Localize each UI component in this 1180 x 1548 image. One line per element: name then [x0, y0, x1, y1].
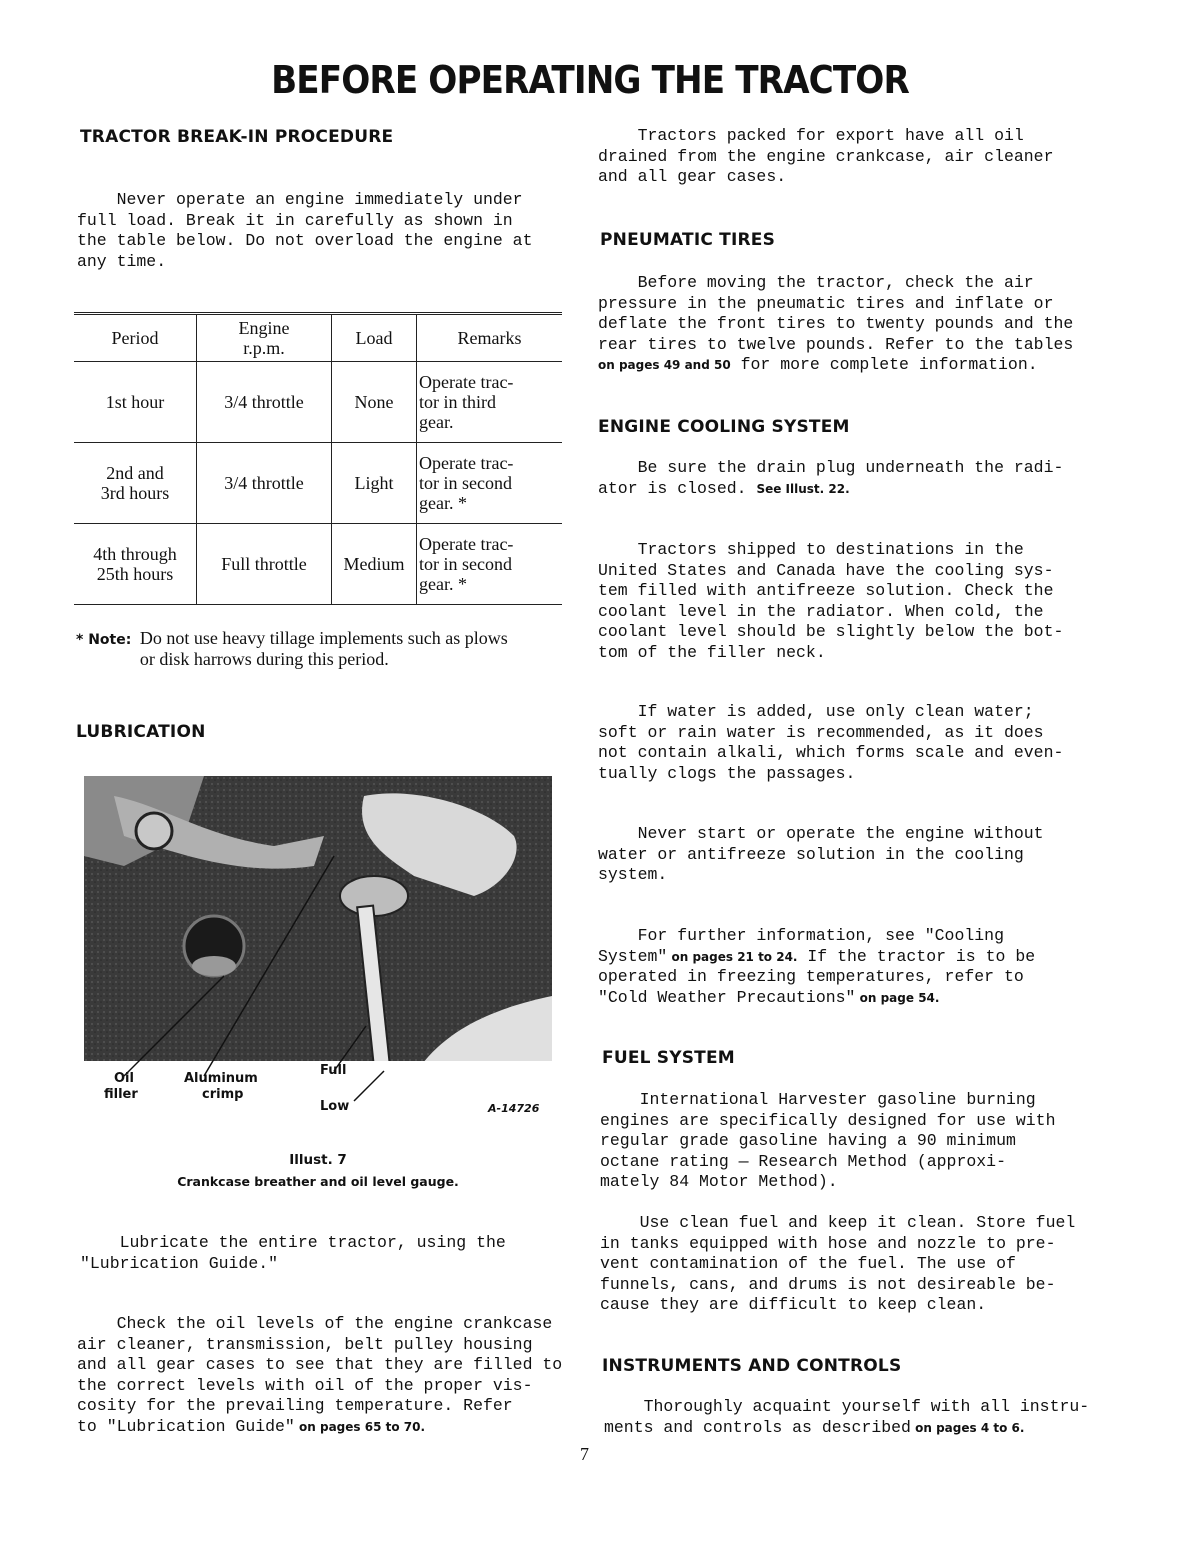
- table-row: [74, 443, 562, 524]
- lubrication-para-1: Lubricate the entire tractor, using the "Lubrication Guide.": [80, 1233, 506, 1273]
- lubrication-heading: LUBRICATION: [76, 722, 206, 742]
- table-cell: Operate trac- tor in second gear. *: [417, 524, 563, 605]
- table-cell: Medium: [332, 524, 417, 605]
- label-aluminum: Aluminum: [184, 1071, 258, 1086]
- filler-rim: [192, 956, 236, 976]
- fitting-circle: [136, 813, 172, 849]
- fuel-para-2: Use clean fuel and keep it clean. Store fuel in tanks equipped with hose and nozzle to pre- vent contamination of the fuel. The use of funnels, cans, and drums is not desireable be- cause they are difficult to keep clean.: [600, 1213, 1076, 1314]
- note-mark: * Note:: [76, 632, 132, 648]
- table-cell: None: [332, 362, 417, 443]
- cooling-para-2: Tractors shipped to destinations in the United States and Canada have the cooling sys- tem filled with antifreeze solution. Check the coolant level in the radiator. When cold, the coolant level should be slightly below the bot- tom of the filler neck.: [598, 540, 1064, 662]
- table-cell: Operate trac- tor in second gear. *: [417, 443, 563, 524]
- page-number: 7: [580, 1444, 589, 1464]
- illust-caption: Crankcase breather and oil level gauge.: [177, 1174, 459, 1189]
- cooling-heading: ENGINE COOLING SYSTEM: [598, 417, 850, 437]
- table-cell: 2nd and 3rd hours: [74, 443, 197, 524]
- label-low: Low: [320, 1099, 350, 1114]
- label-filler: filler: [104, 1087, 138, 1102]
- cooling-para-4: Never start or operate the engine without water or antifreeze solution in the cooling system.: [598, 824, 1044, 884]
- cooling-para-5: For further information, see "Cooling System" on pages 21 to 24. If the tractor is to be operated in freezing temperatures, refer to "Cold Weather Precautions" on page 54.: [598, 926, 1036, 1007]
- column-header: Period: [74, 314, 197, 362]
- page-reference: on pages 65 to 70.: [294, 1419, 426, 1434]
- table-cell: Light: [332, 443, 417, 524]
- break-in-table: [74, 312, 562, 605]
- label-strip: [84, 1061, 552, 1126]
- table-cell: 1st hour: [74, 362, 197, 443]
- note-text: Do not use heavy tillage implements such as plows or disk harrows during this period.: [139, 628, 508, 669]
- photo-code: A-14726: [488, 1102, 540, 1115]
- page-reference: on page 54.: [855, 990, 940, 1005]
- table-header-row: [74, 314, 562, 362]
- table-cell: 3/4 throttle: [197, 443, 332, 524]
- break-in-intro: Never operate an engine immediately under full load. Break it in carefully as shown in the table below. Do not overload the engine at any time.: [77, 190, 533, 271]
- tires-para: Before moving the tractor, check the air pressure in the pneumatic tires and inflate or deflate the front tires to twenty pounds and the rear tires to twelve pounds. Refer to the tables on pages 49 and 50 for more complete information.: [598, 273, 1074, 374]
- table-cell: Operate trac- tor in third gear.: [417, 362, 563, 443]
- table-row: [74, 362, 562, 443]
- instruments-para: Thoroughly acquaint yourself with all instru- ments and controls as described on pages 4 to 6.: [604, 1397, 1090, 1437]
- cooling-para-1: Be sure the drain plug underneath the radi- ator is closed. See Illust. 22.: [598, 458, 1064, 498]
- fuel-heading: FUEL SYSTEM: [602, 1048, 735, 1068]
- illust-reference: See Illust. 22.: [756, 481, 850, 496]
- page-reference: on pages 49 and 50: [598, 358, 731, 372]
- label-oil: [114, 1071, 134, 1086]
- label-oil-line: Oil: [114, 1071, 134, 1086]
- illust-number: Illust. 7: [289, 1152, 347, 1168]
- page-reference: on pages 21 to 24.: [667, 949, 798, 964]
- crankcase-photo: [84, 776, 552, 1126]
- label-full: Full: [320, 1063, 347, 1078]
- label-crimp: crimp: [202, 1087, 244, 1102]
- fuel-para-1: International Harvester gasoline burning engines are specifically designed for use with regular grade gasoline having a 90 minimum octane rating — Research Method (approxi- mately 84 Motor Method).: [600, 1090, 1056, 1191]
- page-title: BEFORE OPERATING THE TRACTOR: [271, 58, 909, 102]
- cooling-para-3: If water is added, use only clean water; soft or rain water is recommended, as it does not contain alkali, which forms scale and even- tually clogs the passages.: [598, 702, 1064, 783]
- column-header: Remarks: [417, 314, 563, 362]
- column-header: Load: [332, 314, 417, 362]
- instruments-heading: INSTRUMENTS AND CONTROLS: [602, 1356, 902, 1376]
- lubrication-para-2: Check the oil levels of the engine crankcase air cleaner, transmission, belt pulley housing and all gear cases to see that they are filled to the correct levels with oil of the proper vis- cosity for the prevailing temperature. Refer to "Lubrication Guide" on pages 65 to 70.: [77, 1314, 563, 1436]
- break-in-heading: TRACTOR BREAK-IN PROCEDURE: [80, 127, 394, 147]
- column-header: Engine r.p.m.: [197, 314, 332, 362]
- table-cell: 4th through 25th hours: [74, 524, 197, 605]
- page-reference: on pages 4 to 6.: [910, 1420, 1025, 1435]
- table-cell: Full throttle: [197, 524, 332, 605]
- export-para: Tractors packed for export have all oil drained from the engine crankcase, air cleaner and all gear cases.: [598, 126, 1054, 186]
- table-row: [74, 524, 562, 605]
- table-note: [76, 628, 520, 669]
- table-cell: 3/4 throttle: [197, 362, 332, 443]
- tires-heading: PNEUMATIC TIRES: [600, 230, 776, 250]
